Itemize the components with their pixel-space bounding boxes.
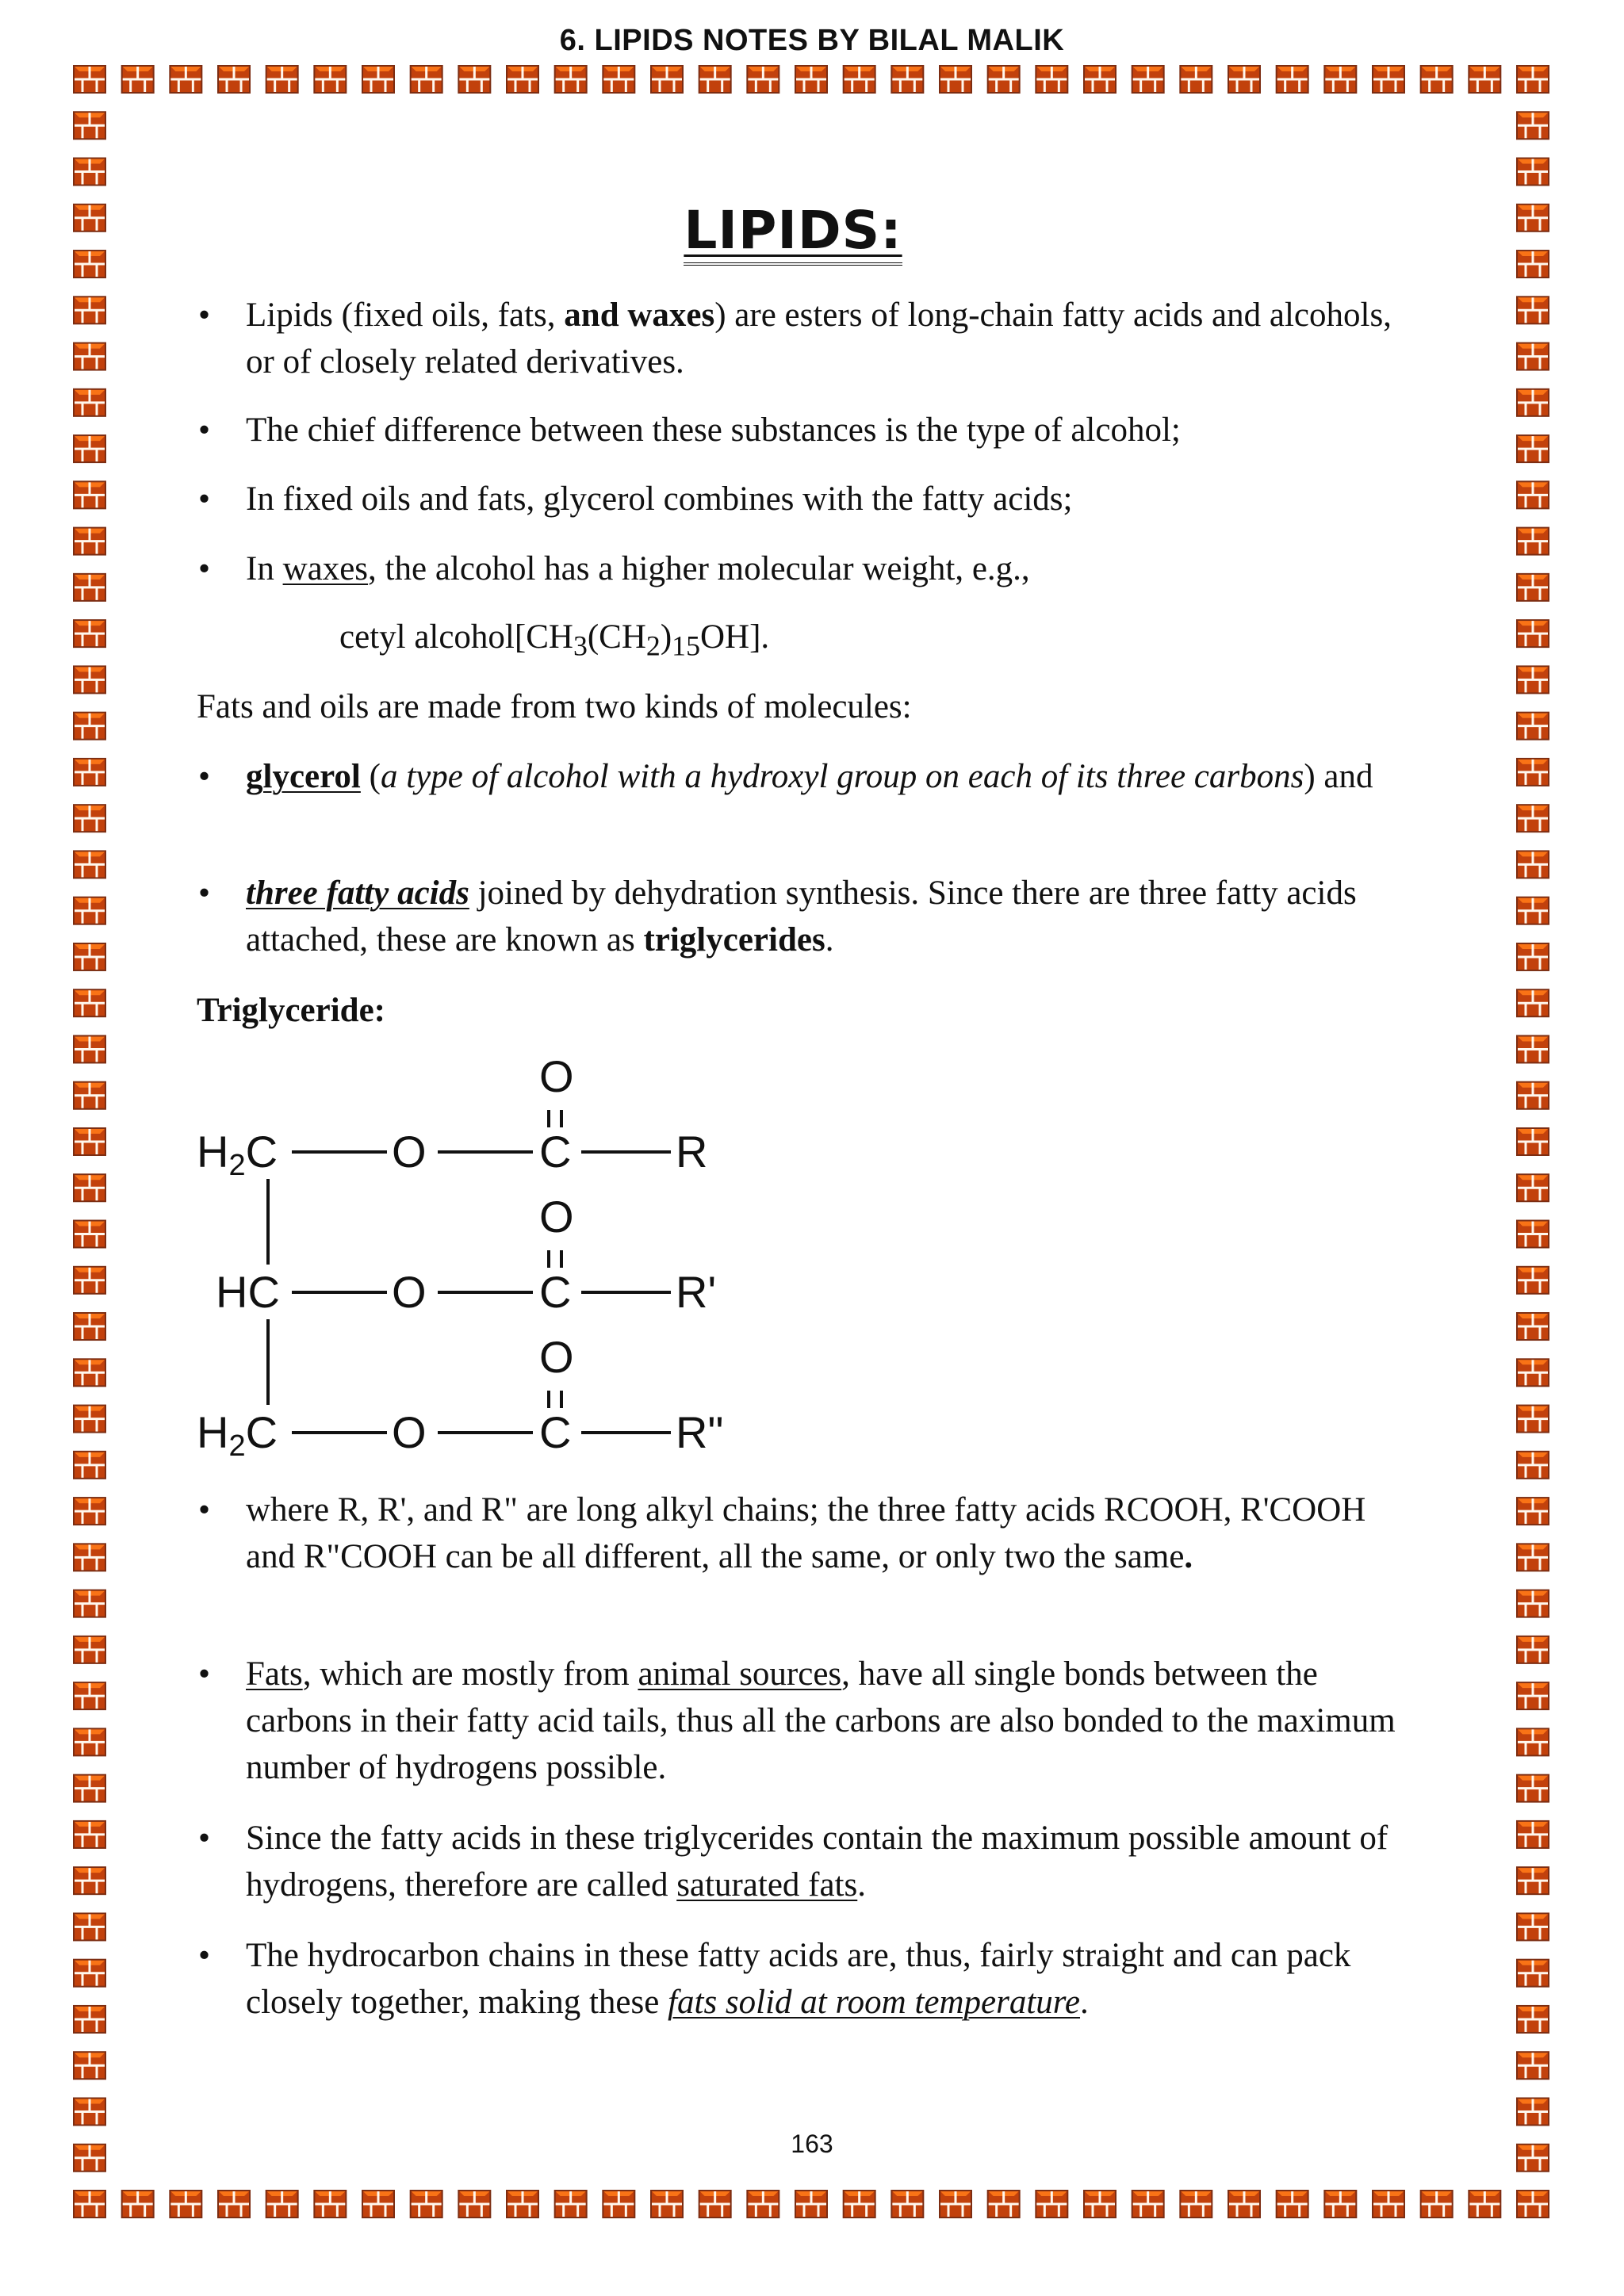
carbonyl-carbon-1: C xyxy=(539,1127,572,1177)
bullet-chief-difference: • The chief difference between these substances is the type of alcohol; xyxy=(246,407,1404,453)
hc-middle: HC xyxy=(216,1267,280,1317)
carbonyl-oxygen-2: O xyxy=(539,1192,574,1242)
alkyl-r-prime: R' xyxy=(676,1267,717,1317)
bullet-hydrocarbon-chains: • The hydrocarbon chains in these fatty acids are, thus, fairly straight and can pack closely together, making these fats solid at room temperature. xyxy=(246,1932,1404,2026)
alkyl-r: R xyxy=(676,1127,708,1177)
carbonyl-carbon-2: C xyxy=(539,1267,572,1317)
bullet-where-r: • where R, R', and R" are long alkyl chains; the three fatty acids RCOOH, R'COOH and R"COOH can be all different, all the same, or only two the same. xyxy=(246,1487,1404,1580)
bullet-fixed-oils: • In fixed oils and fats, glycerol combines with the fatty acids; xyxy=(246,476,1404,522)
page-header: 6. LIPIDS NOTES BY BILAL MALIK xyxy=(559,24,1065,57)
bullet-three-fatty-acids: • three fatty acids joined by dehydration synthesis. Since there are three fatty acids attached, these are known as triglycerides. xyxy=(246,870,1404,963)
carbonyl-carbon-3: C xyxy=(539,1407,572,1457)
bullet-glycerol: • glycerol (a type of alcohol with a hydroxyl group on each of its three carbons) and xyxy=(246,753,1404,800)
ester-oxygen-3: O xyxy=(392,1407,427,1457)
h2c-top: $H_2C$ xyxy=(197,1127,278,1182)
page-title: LIPIDS: xyxy=(0,200,1586,261)
bullet-saturated: • Since the fatty acids in these triglycerides contain the maximum possible amount of hydrogens, therefore are called saturated fats. xyxy=(246,1815,1404,1908)
page-number: 163 xyxy=(791,2130,833,2158)
bullet-waxes: • In waxes, the alcohol has a higher molecular weight, e.g., xyxy=(246,545,1404,592)
cetyl-alcohol-formula: cetyl $alcohol[CH_3(CH_2)_{15}OH]$. xyxy=(339,618,770,662)
carbonyl-oxygen-3: O xyxy=(539,1332,574,1382)
bullet-fats-animal: • Fats, which are mostly from animal sources, have all single bonds between the carbons in their fatty acid tails, thus all the carbons are also bonded to the maximum number of hydrogens possible. xyxy=(246,1651,1404,1791)
fats-oils-intro: Fats and oils are made from two kinds of molecules: xyxy=(197,688,912,725)
ester-oxygen-1: O xyxy=(392,1127,427,1177)
triglyceride-heading: Triglyceride: xyxy=(197,992,385,1029)
h2c-bottom: $H_2C$ xyxy=(197,1407,278,1463)
ester-oxygen-2: O xyxy=(392,1267,427,1317)
carbonyl-oxygen-1: O xyxy=(539,1051,574,1101)
alkyl-r-double-prime: R" xyxy=(676,1407,724,1457)
bullet-lipids-definition: • Lipids (fixed oils, fats, and waxes) are esters of long-chain fatty acids and alcohols, or of closely related derivatives. xyxy=(246,292,1404,385)
